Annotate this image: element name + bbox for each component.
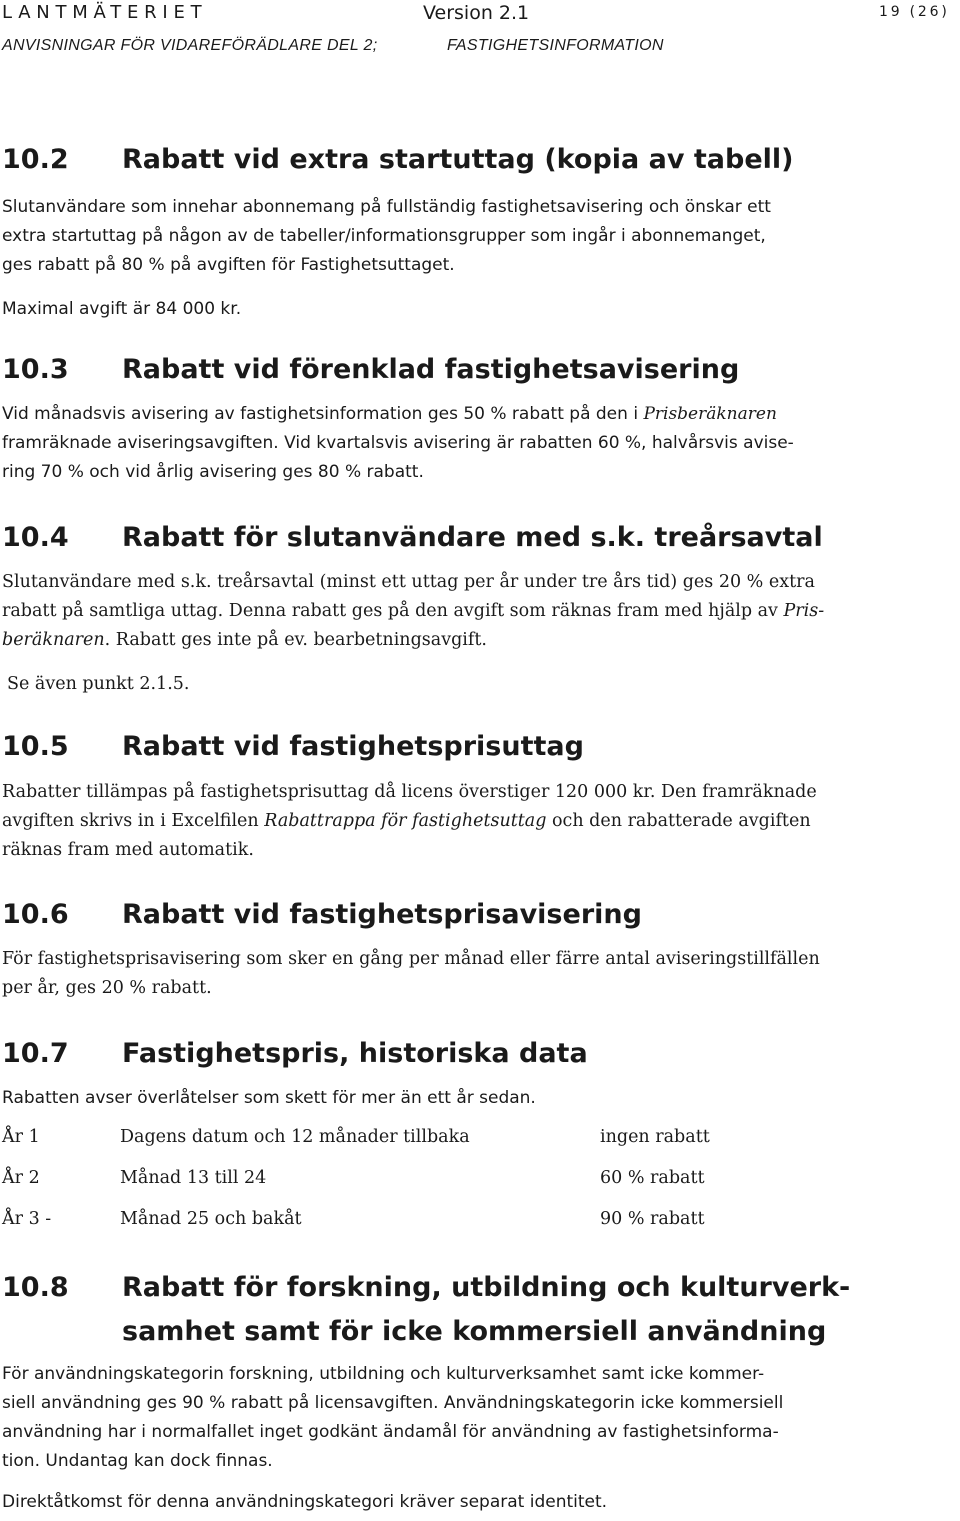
prisberaknaren-ref: Prisberäknaren xyxy=(643,404,777,424)
section-title: Rabatt för forskning, utbildning och kulturverk- xyxy=(122,1272,851,1303)
paragraph-line: extra startuttag på någon av de tabeller/informationsgrupper som ingår i abonnemanget, xyxy=(2,226,766,246)
header-organization: LANTMÄTERIET xyxy=(2,2,208,23)
paragraph-line: räknas fram med automatik. xyxy=(2,840,254,860)
section-heading-10-6 xyxy=(2,898,902,932)
excel-file-ref: Rabattrappa för fastighetsuttag xyxy=(264,811,547,831)
paragraph-line: ring 70 % och vid årlig avisering ges 80 % rabatt. xyxy=(2,462,424,482)
section-heading-10-4 xyxy=(2,521,902,555)
section-number: 10.7 xyxy=(2,1038,69,1069)
section-10-8-body xyxy=(2,1360,783,1476)
header-subtitle-right: FASTIGHETSINFORMATION xyxy=(447,37,664,54)
see-also-note: Se även punkt 2.1.5. xyxy=(7,674,190,694)
discount-cell: ingen rabatt xyxy=(600,1127,710,1147)
section-number: 10.5 xyxy=(2,731,69,762)
section-title: Rabatt för slutanvändare med s.k. treårsavtal xyxy=(122,522,823,553)
discount-cell: 90 % rabatt xyxy=(600,1209,705,1229)
section-heading-10-8 xyxy=(2,1271,942,1351)
paragraph-line: beräknaren. Rabatt ges inte på ev. bearbetningsavgift. xyxy=(2,630,487,650)
section-number: 10.6 xyxy=(2,899,69,930)
period-cell: Dagens datum och 12 månader tillbaka xyxy=(120,1127,470,1147)
section-title-continued: samhet samt för icke kommersiell användning xyxy=(122,1316,827,1347)
section-10-6-body xyxy=(2,945,820,1003)
section-title: Rabatt vid fastighetsprisuttag xyxy=(122,731,584,762)
section-heading-10-5 xyxy=(2,730,902,764)
paragraph-line: Slutanvändare med s.k. treårsavtal (minst ett uttag per år under tre års tid) ges 20 % extra xyxy=(2,572,815,592)
paragraph-line: Rabatter tillämpas på fastighetsprisuttag då licens överstiger 120 000 kr. Den framräknade xyxy=(2,782,817,802)
period-cell: Månad 13 till 24 xyxy=(120,1168,267,1188)
table-row xyxy=(2,1209,902,1237)
year-cell: År 1 xyxy=(2,1127,40,1147)
discount-cell: 60 % rabatt xyxy=(600,1168,705,1188)
max-fee-note: Maximal avgift är 84 000 kr. xyxy=(2,299,242,319)
header-subtitle-left: ANVISNINGAR FÖR VIDAREFÖRÄDLARE DEL 2; xyxy=(2,37,378,54)
paragraph-line: Slutanvändare som innehar abonnemang på fullständig fastighetsavisering och önskar ett xyxy=(2,197,771,217)
section-heading-10-2 xyxy=(2,143,902,177)
section-10-2-body xyxy=(2,193,771,280)
section-number: 10.3 xyxy=(2,354,69,385)
section-number: 10.4 xyxy=(2,522,69,553)
period-cell: Månad 25 och bakåt xyxy=(120,1209,302,1229)
paragraph-line: ges rabatt på 80 % på avgiften för Fastighetsuttaget. xyxy=(2,255,455,275)
year-cell: År 2 xyxy=(2,1168,40,1188)
direct-access-note: Direktåtkomst för denna användningskategori kräver separat identitet. xyxy=(2,1492,608,1512)
paragraph-line: siell användning ges 90 % rabatt på licensavgiften. Användningskategorin icke kommersiell xyxy=(2,1393,784,1413)
section-10-4-body xyxy=(2,568,824,655)
paragraph-line: För användningskategorin forskning, utbildning och kulturverksamhet samt icke kommer- xyxy=(2,1364,765,1384)
section-number: 10.2 xyxy=(2,144,69,175)
paragraph-line: För fastighetsprisavisering som sker en gång per månad eller färre antal aviseringstillfällen xyxy=(2,949,820,969)
section-title: Fastighetspris, historiska data xyxy=(122,1038,588,1069)
paragraph-line: tion. Undantag kan dock finnas. xyxy=(2,1451,273,1471)
paragraph-line: framräknade aviseringsavgiften. Vid kvartalsvis avisering är rabatten 60 %, halvårsvis avise- xyxy=(2,433,794,453)
paragraph-line: per år, ges 20 % rabatt. xyxy=(2,978,212,998)
paragraph-line: Vid månadsvis avisering av fastighetsinformation ges 50 % rabatt på den i Prisberäknaren xyxy=(2,404,777,424)
section-number: 10.8 xyxy=(2,1272,69,1303)
section-title: Rabatt vid extra startuttag (kopia av tabell) xyxy=(122,144,794,175)
prisberaknaren-ref: beräknaren xyxy=(2,630,105,650)
section-title: Rabatt vid fastighetsprisavisering xyxy=(122,899,642,930)
header-version: Version 2.1 xyxy=(423,2,530,24)
section-heading-10-3 xyxy=(2,353,902,387)
table-row xyxy=(2,1127,902,1155)
section-10-3-body xyxy=(2,400,794,487)
table-row xyxy=(2,1168,902,1196)
paragraph-line: rabatt på samtliga uttag. Denna rabatt ges på den avgift som räknas fram med hjälp av Pris- xyxy=(2,601,825,621)
section-10-7-intro: Rabatten avser överlåtelser som skett för mer än ett år sedan. xyxy=(2,1088,536,1108)
section-title: Rabatt vid förenklad fastighetsavisering xyxy=(122,354,740,385)
paragraph-line: avgiften skrivs in i Excelfilen Rabattrappa för fastighetsuttag och den rabatterade avgiften xyxy=(2,811,811,831)
header-page-number: 19 (26) xyxy=(879,4,950,20)
section-10-5-body xyxy=(2,778,817,865)
prisberaknaren-ref: Pris- xyxy=(783,601,825,621)
paragraph-line: användning har i normalfallet inget godkänt ändamål för användning av fastighetsinforma- xyxy=(2,1422,779,1442)
section-heading-10-7 xyxy=(2,1037,902,1071)
year-cell: År 3 - xyxy=(2,1209,52,1229)
